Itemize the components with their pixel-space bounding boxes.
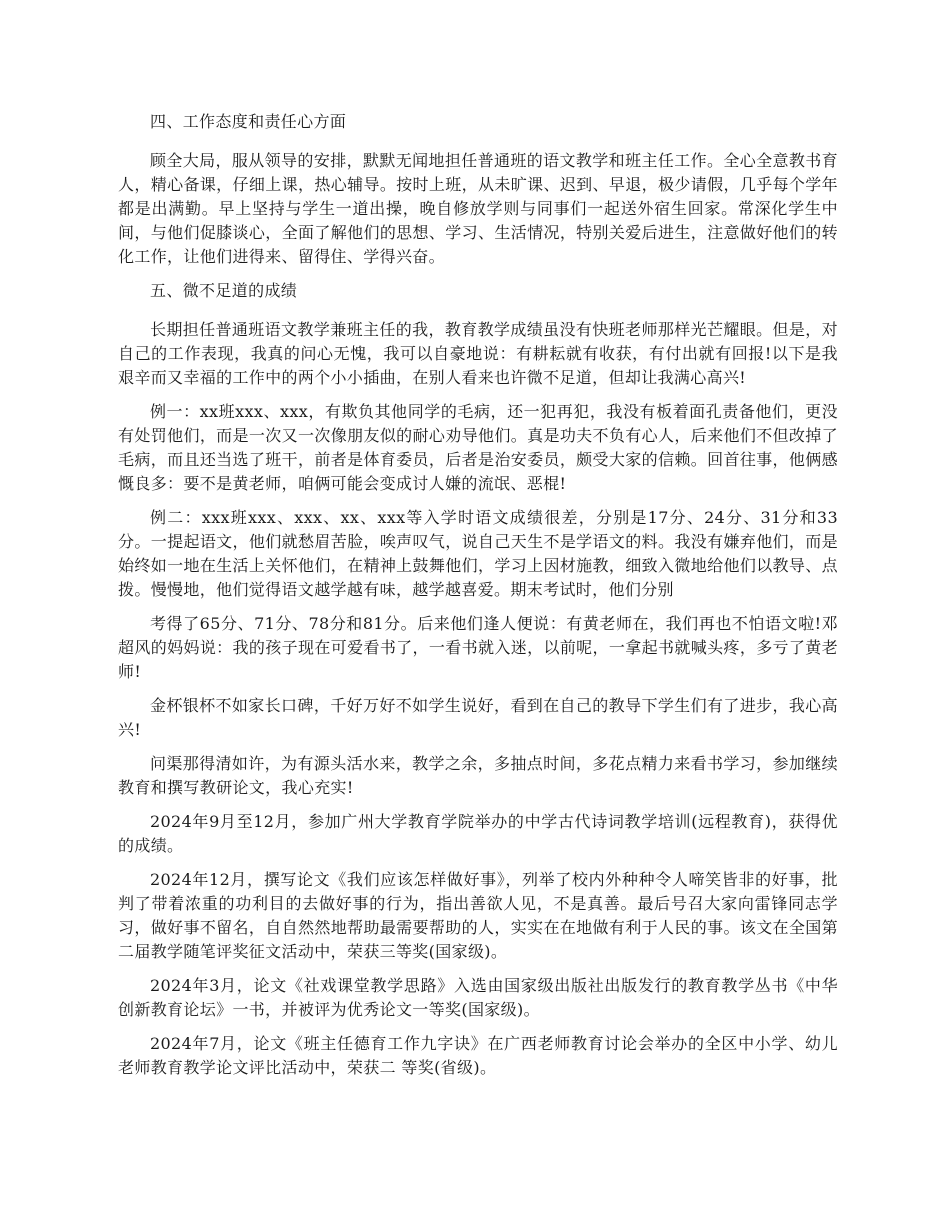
paragraph-work-attitude: 顾全大局，服从领导的安排，默默无闻地担任普通班的语文教学和班主任工作。全心全意教书育人，精心备课，仔细上课，热心辅导。按时上班，从未旷课、迟到、早退，极少请假，几乎每个学年都是出满勤。早上坚持与学生一道出操，晚自修放学则与同事们一起送外宿生回家。常深化学生中间，与他们促膝谈心，全面了解他们的思想、学习、生活情况，特别关爱后进生，注意做好他们的转化工作，让他们进得来、留得住、学得兴奋。	[118, 151, 838, 266]
paragraph-training-2024-sep: 2024年9月至12月，参加广州大学教育学院举办的中学古代诗词教学培训(远程教育)，获得优的成绩。	[118, 812, 838, 855]
paragraph-example-two: 例二：xxx班xxx、xxx、xx、xxx等入学时语文成绩很差，分别是17分、24分、31分和33分。一提起语文，他们就愁眉苦脸，唉声叹气，说自己天生不是学语文的料。我没有嫌弃他们，而是始终如一地在生活上关怀他们，在精神上鼓舞他们，学习上因材施教，细致入微地给他们以教导、点拨。慢慢地，他们觉得语文越学越有味，越学越喜爱。期末考试时，他们分别	[118, 508, 838, 599]
section-heading-achievements: 五、微不足道的成绩	[150, 281, 298, 300]
paragraph-paper-2024-jul: 2024年7月，论文《班主任德育工作九字诀》在广西老师教育讨论会举办的全区中小学、幼儿老师教育教学论文评比活动中，荣获二 等奖(省级)。	[118, 1034, 838, 1077]
paragraph-achievements-intro: 长期担任普通班语文教学兼班主任的我，教育教学成绩虽没有快班老师那样光芒耀眼。但是，对自己的工作表现，我真的问心无愧，我可以自豪地说：有耕耘就有收获，有付出就有回报!以下是我艰辛而又幸福的工作中的两个小小插曲，在别人看来也许微不足道，但却让我满心高兴!	[118, 320, 838, 387]
paragraph-example-one: 例一：xx班xxx、xxx，有欺负其他同学的毛病，还一犯再犯，我没有板着面孔责备他们，更没有处罚他们，而是一次又一次像朋友似的耐心劝导他们。真是功夫不负有心人，后来他们不但改掉了毛病，而且还当选了班干，前者是体育委员，后者是治安委员，颇受大家的信赖。回首往事，他俩感慨良多：要不是黄老师，咱俩可能会变成讨人嫌的流氓、恶棍!	[118, 402, 838, 493]
paragraph-parent-praise: 金杯银杯不如家长口碑，千好万好不如学生说好，看到在自己的教导下学生们有了进步，我心高兴!	[118, 696, 838, 739]
paragraph-paper-2024-dec: 2024年12月，撰写论文《我们应该怎样做好事》，列举了校内外种种令人啼笑皆非的好事，批判了带着浓重的功利目的去做好事的行为，指出善欲人见，不是真善。最后号召大家向雷锋同志学习，做好事不留名，自自然然地帮助最需要帮助的人，实实在在地做有利于人民的事。该文在全国第二届教学随笔评奖征文活动中，荣获三等奖(国家级)。	[118, 870, 838, 961]
document-body	[118, 110, 838, 1090]
paragraph-paper-2024-mar: 2024年3月，论文《社戏课堂教学思路》入选由国家级出版社出版发行的教育教学丛书《中华创新教育论坛》一书，并被评为优秀论文一等奖(国家级)。	[118, 976, 838, 1019]
paragraph-example-two-result: 考得了65分、71分、78分和81分。后来他们逢人便说：有黄老师在，我们再也不怕语文啦!邓超风的妈妈说：我的孩子现在可爱看书了，一看书就入迷，以前呢，一拿起书就喊头疼，多亏了黄老师!	[118, 614, 838, 681]
section-heading-work-attitude: 四、工作态度和责任心方面	[150, 112, 347, 131]
paragraph-study: 问渠那得清如许，为有源头活水来，教学之余，多抽点时间，多花点精力来看书学习，参加继续教育和撰写教研论文，我心充实!	[118, 754, 838, 797]
